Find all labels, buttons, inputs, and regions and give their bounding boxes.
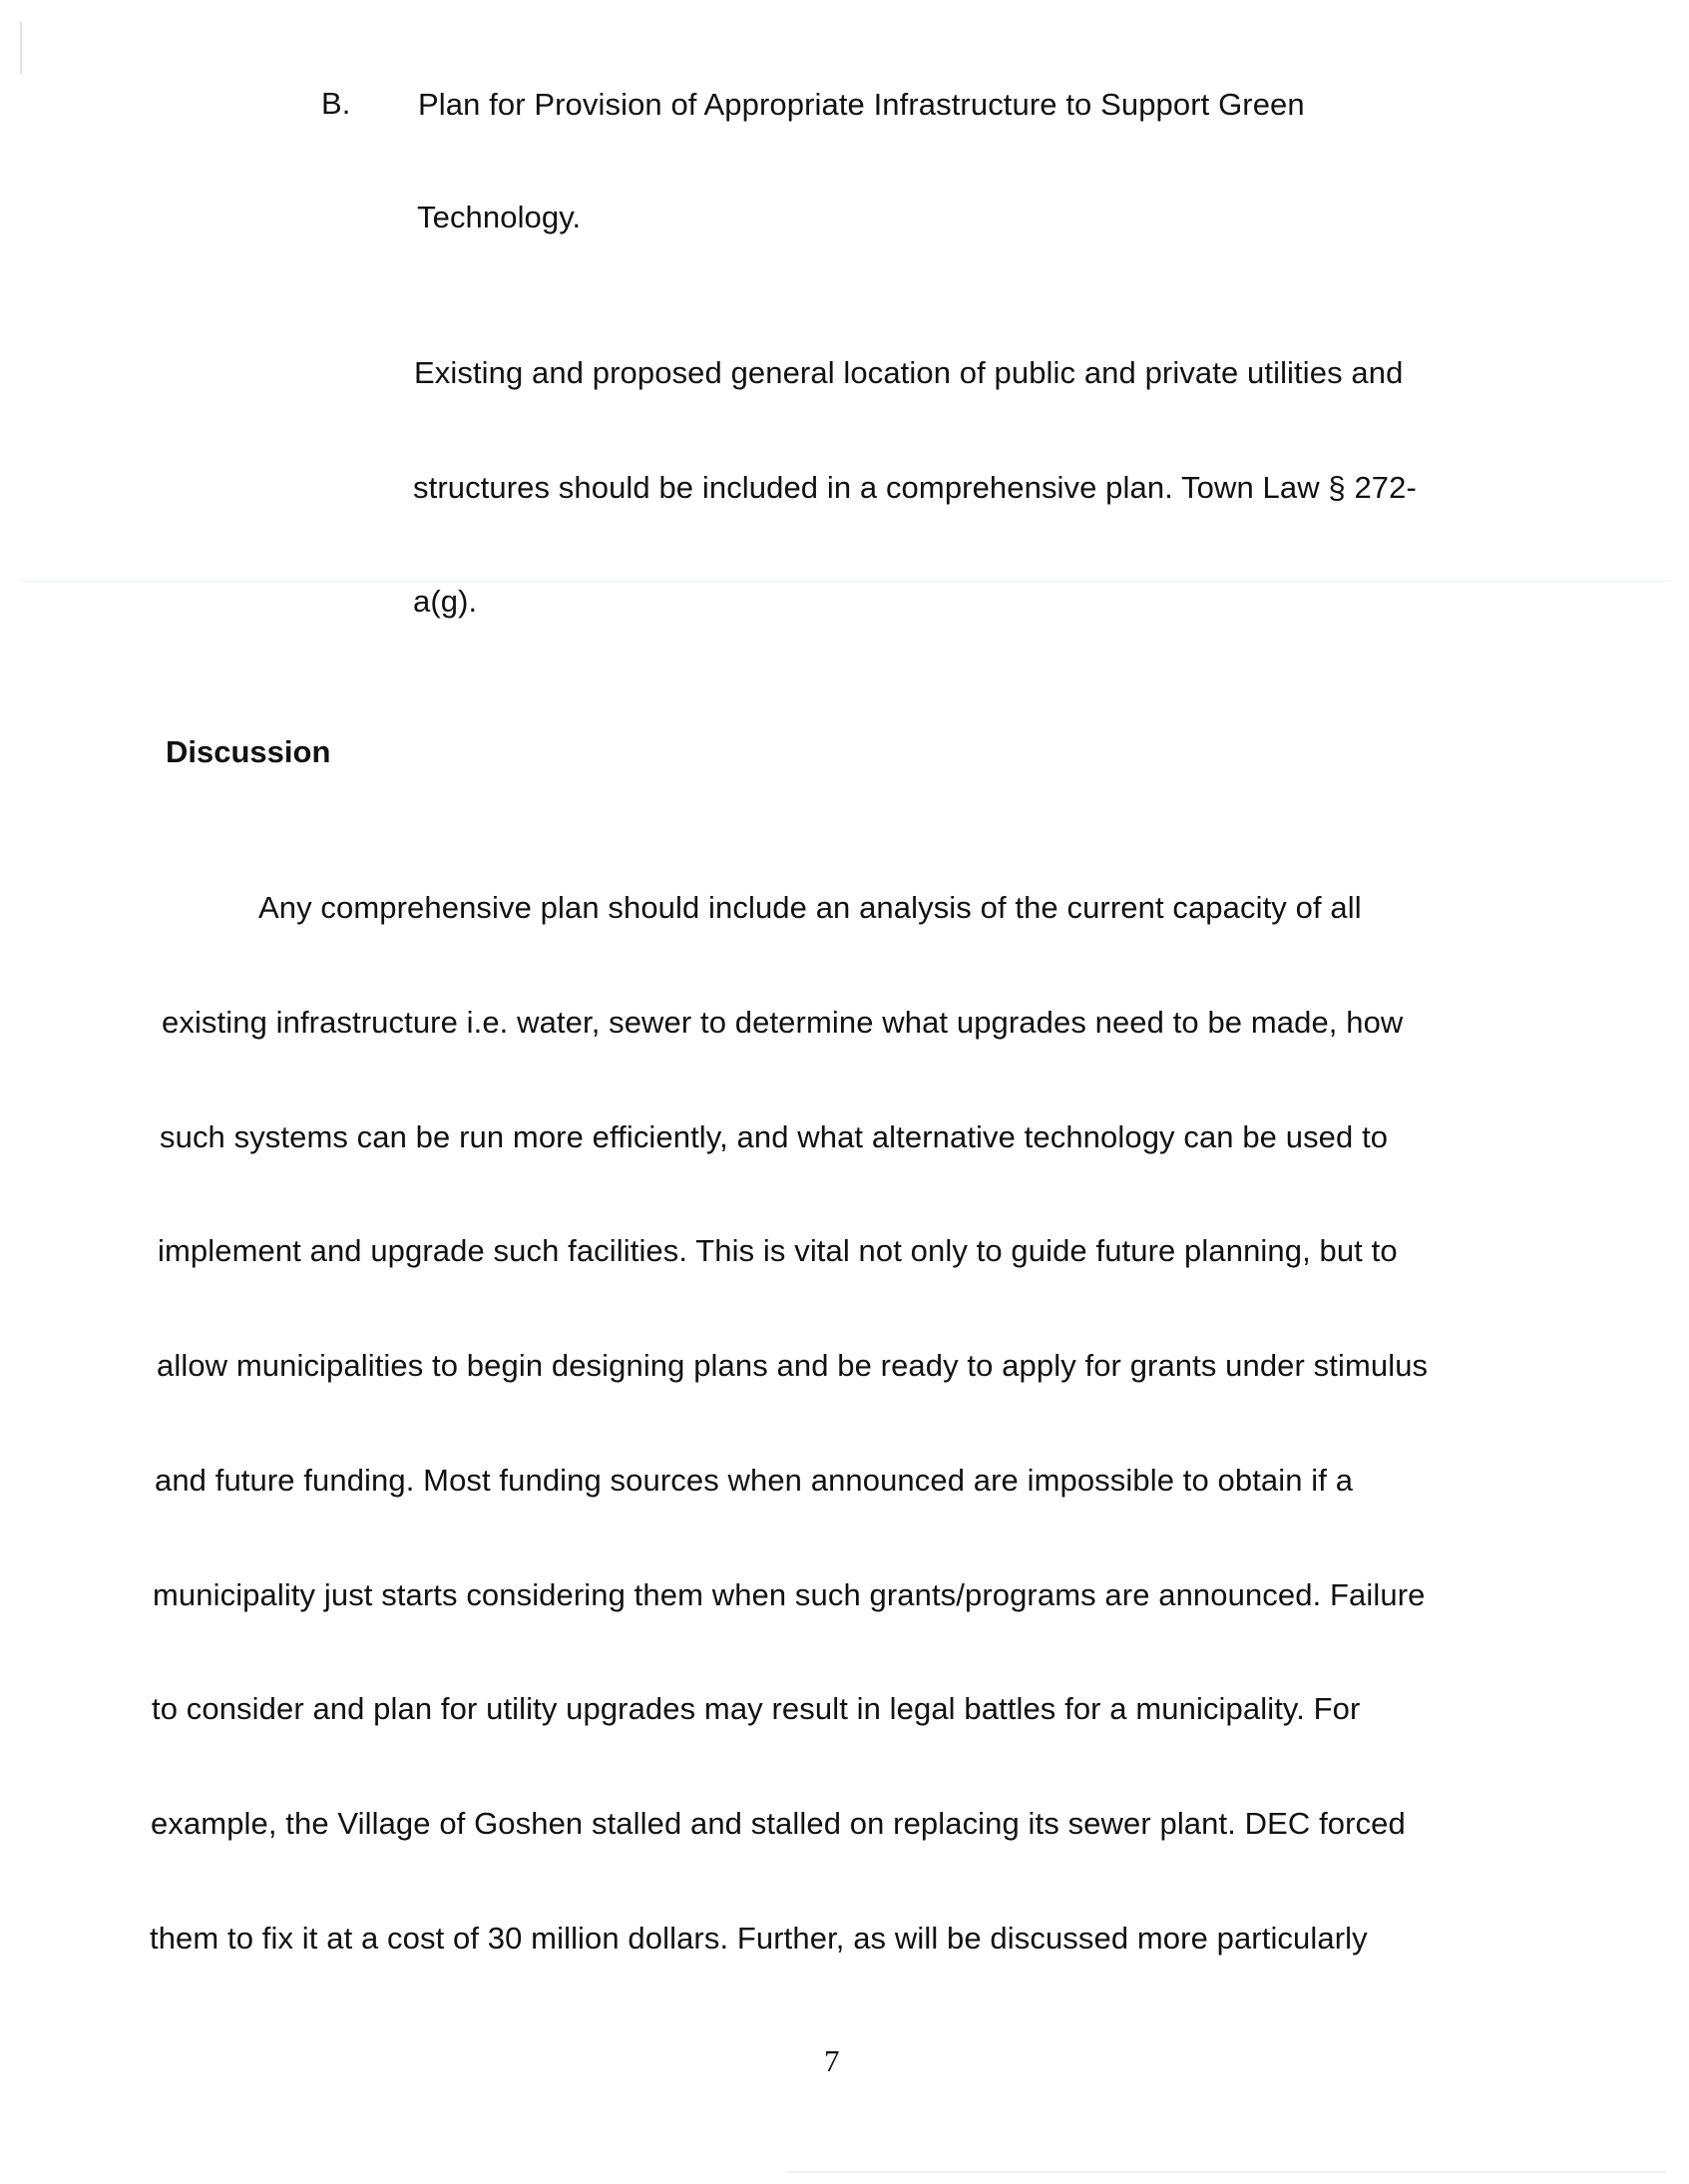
page-number: 7 [824, 2043, 840, 2078]
discussion-heading: Discussion [166, 734, 331, 769]
scan-artifact-mark [20, 22, 22, 74]
discussion-line-3: such systems can be run more efficiently, and what alternative technology can be used to [160, 1119, 1389, 1154]
scan-artifact-line [20, 581, 1671, 582]
section-body-line-1: Existing and proposed general location of public and private utilities and [414, 355, 1404, 390]
discussion-line-4: implement and upgrade such facilities. This is vital not only to guide future planning, but to [158, 1233, 1398, 1268]
section-label: B. [321, 86, 351, 121]
discussion-line-1: Any comprehensive plan should include an analysis of the current capacity of all [258, 890, 1362, 925]
discussion-line-10: them to fix it at a cost of 30 million dollars. Further, as will be discussed more particularly [150, 1921, 1368, 1956]
section-title-line-1: Plan for Provision of Appropriate Infrastructure to Support Green [418, 87, 1305, 122]
discussion-line-2: existing infrastructure i.e. water, sewer to determine what upgrades need to be made, how [162, 1005, 1404, 1040]
section-body-line-3: a(g). [413, 584, 478, 619]
discussion-line-6: and future funding. Most funding sources when announced are impossible to obtain if a [155, 1463, 1354, 1498]
discussion-line-7: municipality just starts considering them when such grants/programs are announced. Failure [153, 1577, 1426, 1612]
discussion-line-9: example, the Village of Goshen stalled and stalled on replacing its sewer plant. DEC forced [151, 1806, 1406, 1841]
section-body-line-2: structures should be included in a comprehensive plan. Town Law § 272- [413, 470, 1417, 505]
discussion-line-5: allow municipalities to begin designing plans and be ready to apply for grants under stimulus [157, 1348, 1429, 1383]
section-title-line-2: Technology. [417, 200, 582, 234]
discussion-line-8: to consider and plan for utility upgrades may result in legal battles for a municipality. For [152, 1691, 1361, 1726]
scan-artifact-line-bottom [788, 2171, 1666, 2173]
